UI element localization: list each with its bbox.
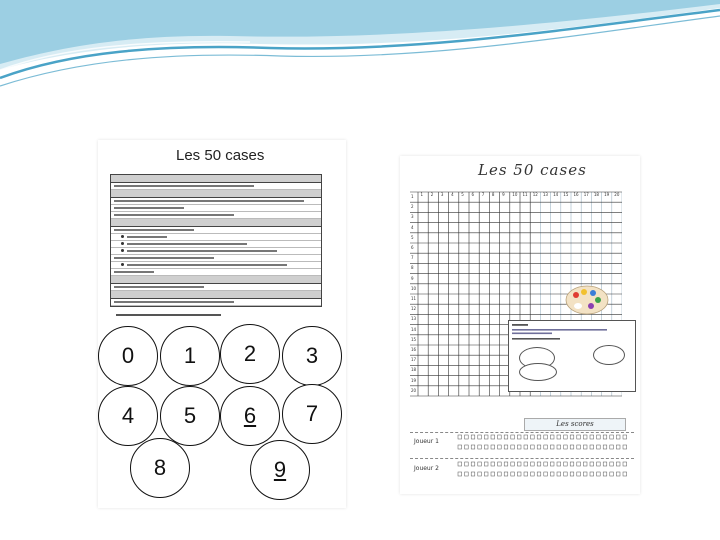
score-box: [517, 445, 521, 449]
grid-row-number: 6: [411, 245, 414, 250]
score-box: [616, 445, 620, 449]
table-row: [111, 227, 321, 234]
table-row: [111, 198, 321, 205]
score-box: [517, 462, 521, 466]
table-row: [111, 234, 321, 241]
score-box: [524, 435, 528, 439]
grid-column-number: 4: [451, 192, 454, 197]
table-row: [111, 183, 321, 190]
score-box: [557, 435, 561, 439]
score-box: [610, 472, 614, 476]
grid-column-number: 17: [583, 192, 589, 197]
grid-column-number: 16: [573, 192, 579, 197]
score-box: [531, 435, 535, 439]
table-row: [111, 255, 321, 262]
grid-column-number: 19: [604, 192, 610, 197]
grid-row-number: 14: [411, 326, 417, 332]
score-box: [610, 435, 614, 439]
score-box: [465, 472, 469, 476]
score-box: [478, 445, 482, 449]
grid-row-number: 1: [411, 194, 414, 199]
speech-bubble: [519, 363, 557, 381]
score-box: [491, 445, 495, 449]
document-title: Les 50 cases: [176, 147, 265, 164]
score-box: [557, 472, 561, 476]
score-box: [478, 435, 482, 439]
table-header: [111, 175, 321, 183]
grid-row-number: 19: [411, 377, 417, 383]
score-box: [597, 462, 601, 466]
score-box: [564, 472, 568, 476]
score-box: [504, 472, 508, 476]
score-box: [557, 462, 561, 466]
digit-circle: 4: [98, 386, 158, 446]
score-box: [597, 472, 601, 476]
score-box: [465, 462, 469, 466]
paint-palette-icon: [564, 284, 610, 316]
decorative-wave-banner: [0, 0, 720, 110]
grid-row-number: 13: [411, 316, 417, 322]
score-box: [484, 435, 488, 439]
score-box: [583, 472, 587, 476]
score-box: [484, 472, 488, 476]
caption-line: [116, 313, 226, 319]
grid-column-number: 14: [553, 192, 559, 197]
digit-circle: 5: [160, 386, 220, 446]
grid-column-number: 1: [420, 192, 424, 197]
score-box: [577, 462, 581, 466]
grid-column-number: 2: [430, 192, 434, 197]
grid-column-number: 11: [522, 192, 528, 197]
score-box: [597, 445, 601, 449]
table-row: [111, 269, 321, 276]
rules-document: [98, 140, 346, 508]
score-box: [590, 445, 594, 449]
score-box: [478, 472, 482, 476]
score-box: [524, 462, 528, 466]
score-box: [471, 435, 475, 439]
grid-column-number: 10: [512, 192, 518, 197]
score-box: [603, 435, 607, 439]
grid-row-number: 20: [411, 387, 417, 393]
score-box: [531, 445, 535, 449]
score-box: [610, 445, 614, 449]
score-box: [544, 445, 548, 449]
score-box: [458, 445, 462, 449]
player-label: Joueur 2: [414, 465, 439, 472]
score-box: [603, 445, 607, 449]
score-box: [504, 462, 508, 466]
score-box: [577, 435, 581, 439]
score-box: [564, 445, 568, 449]
grid-row-number: 9: [411, 275, 414, 281]
score-box: [623, 472, 627, 476]
table-row: [111, 205, 321, 212]
score-box: [550, 472, 554, 476]
score-box: [570, 462, 574, 466]
score-box: [583, 445, 587, 449]
score-box: [491, 462, 495, 466]
score-box: [517, 435, 521, 439]
score-box: [498, 445, 502, 449]
score-box: [478, 462, 482, 466]
score-box: [550, 435, 554, 439]
grid-column-number: 6: [471, 192, 475, 197]
scores-heading: Les scores: [524, 418, 626, 431]
grid-column-number: 20: [614, 192, 620, 197]
table-header: [111, 276, 321, 284]
grid-row-number: 7: [411, 255, 414, 261]
score-box: [603, 462, 607, 466]
score-box: [524, 445, 528, 449]
table-row: [111, 299, 321, 306]
digit-circle: 3: [282, 326, 342, 386]
grid-row-number: 11: [411, 296, 417, 301]
grid-row-number: 10: [411, 285, 417, 291]
score-box: [557, 445, 561, 449]
score-box: [504, 435, 508, 439]
score-box: [583, 435, 587, 439]
grid-row-number: 4: [411, 224, 414, 230]
score-box: [537, 472, 541, 476]
score-box: [504, 445, 508, 449]
score-box: [623, 445, 627, 449]
score-box: [590, 462, 594, 466]
score-box: [458, 435, 462, 439]
grid-row-number: 17: [411, 357, 417, 363]
grid-column-number: 7: [481, 192, 485, 197]
grid-row-number: 16: [411, 347, 417, 352]
table-row: [111, 248, 321, 255]
score-box: [458, 472, 462, 476]
table-header: [111, 190, 321, 198]
score-box: [616, 462, 620, 466]
score-box: [564, 462, 568, 466]
score-box: [550, 445, 554, 449]
score-box: [458, 462, 462, 466]
score-box: [564, 435, 568, 439]
grid-column-number: 12: [532, 192, 538, 197]
score-box: [537, 462, 541, 466]
score-box: [511, 472, 515, 476]
grid-column-number: 13: [542, 192, 548, 197]
score-box: [603, 472, 607, 476]
score-box: [531, 472, 535, 476]
score-box: [498, 435, 502, 439]
score-box: [623, 462, 627, 466]
speech-bubble: [593, 345, 625, 365]
digit-circle: 0: [98, 326, 158, 386]
grid-row-number: 5: [411, 234, 414, 240]
score-box: [550, 462, 554, 466]
game-board-document: [400, 156, 640, 494]
score-box: [491, 472, 495, 476]
digit-circle: 6: [220, 386, 280, 446]
grid-column-number: 8: [491, 192, 495, 197]
score-box: [577, 472, 581, 476]
digit-circle: 7: [282, 384, 342, 444]
grid-row-number: 3: [411, 214, 414, 220]
score-box: [597, 435, 601, 439]
score-box: [544, 472, 548, 476]
score-box: [577, 445, 581, 449]
score-box: [471, 462, 475, 466]
rules-table: [110, 174, 322, 307]
score-box: [484, 462, 488, 466]
score-box: [524, 472, 528, 476]
score-box: [570, 435, 574, 439]
score-box: [537, 445, 541, 449]
score-box: [511, 445, 515, 449]
grid-column-number: 9: [502, 192, 505, 197]
score-boxes: [454, 431, 632, 455]
score-box: [491, 435, 495, 439]
score-box: [590, 435, 594, 439]
score-box: [471, 445, 475, 449]
table-header: [111, 219, 321, 227]
score-box: [570, 445, 574, 449]
table-row: [111, 284, 321, 291]
score-box: [511, 435, 515, 439]
digit-circle: 2: [220, 324, 280, 384]
table-header: [111, 291, 321, 299]
score-box: [471, 472, 475, 476]
grid-column-number: 18: [593, 192, 599, 197]
instruction-callout: [508, 320, 636, 392]
grid-column-number: 5: [461, 192, 464, 197]
grid-row-number: 18: [411, 367, 417, 373]
score-box: [511, 462, 515, 466]
document-title: Les 50 cases: [478, 161, 587, 179]
digit-circle: 9: [250, 440, 310, 500]
grid-row-number: 8: [411, 265, 414, 271]
score-box: [498, 462, 502, 466]
score-box: [544, 435, 548, 439]
digit-circle: 1: [160, 326, 220, 386]
score-box: [590, 472, 594, 476]
table-row: [111, 212, 321, 219]
player-label: Joueur 1: [414, 438, 439, 445]
digit-circle: 8: [130, 438, 190, 498]
table-row: [111, 262, 321, 269]
score-box: [484, 445, 488, 449]
score-box: [531, 462, 535, 466]
score-box: [616, 435, 620, 439]
score-box: [465, 435, 469, 439]
grid-row-number: 12: [411, 306, 417, 312]
score-box: [544, 462, 548, 466]
grid-column-number: 15: [563, 192, 569, 197]
score-box: [610, 462, 614, 466]
grid-row-number: 15: [411, 336, 417, 342]
table-row: [111, 241, 321, 248]
score-box: [583, 462, 587, 466]
score-box: [517, 472, 521, 476]
grid-row-number: 2: [411, 204, 414, 210]
score-boxes: [454, 458, 632, 482]
score-box: [623, 435, 627, 439]
score-box: [616, 472, 620, 476]
grid-column-number: 3: [440, 192, 444, 197]
score-box: [465, 445, 469, 449]
score-box: [570, 472, 574, 476]
score-box: [537, 435, 541, 439]
score-box: [498, 472, 502, 476]
